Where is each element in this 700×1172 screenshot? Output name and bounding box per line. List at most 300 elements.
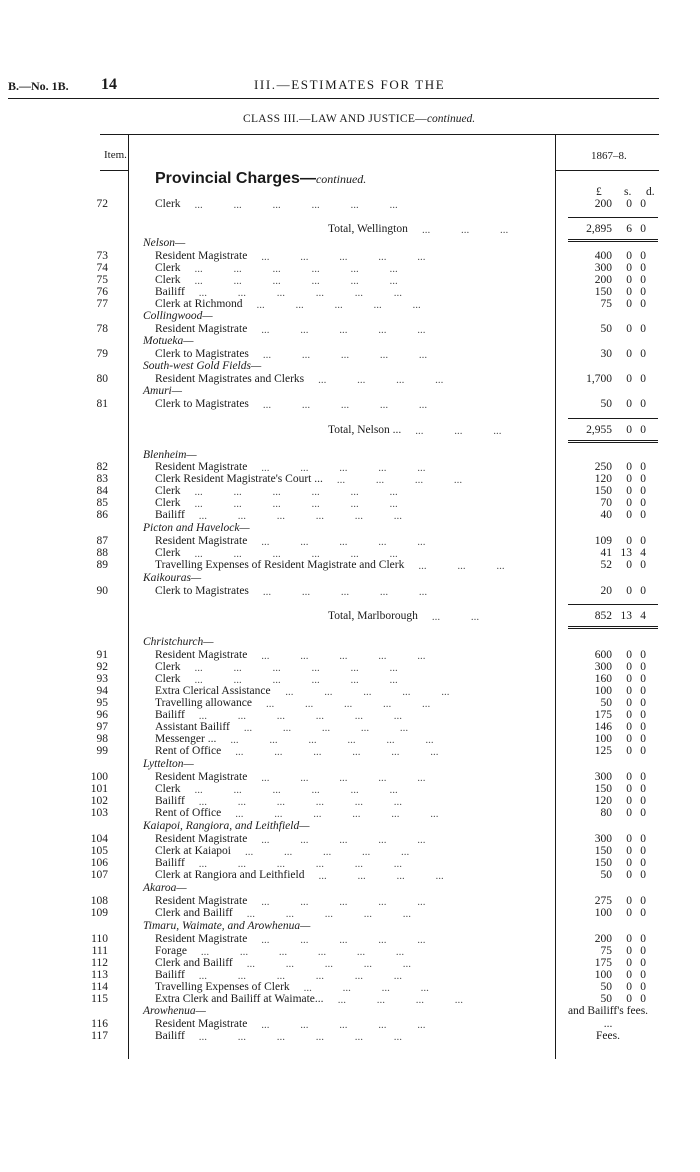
section-title-main: Provincial Charges— (155, 170, 316, 187)
amount-pounds: 52 (600, 559, 612, 571)
amount-pounds: 120 (594, 473, 612, 485)
item-number: 97 (96, 721, 108, 733)
amount-shillings: 0 (626, 497, 632, 509)
item-amount (568, 993, 658, 1005)
dot-leader: ... ... ... ... ... ... (194, 199, 398, 211)
item-column-header: Item. (104, 149, 127, 161)
item-amount (568, 697, 658, 709)
item-amount (568, 685, 658, 697)
dot-leader: ... ... ... ... ... (262, 399, 428, 411)
item-number: 116 (91, 1018, 108, 1030)
amount-shillings: 0 (626, 869, 632, 881)
dot-leader: ... ... ... ... ... (265, 698, 431, 710)
amount-shillings: 0 (626, 323, 632, 335)
amount-pounds: 50 (600, 323, 612, 335)
amount-shillings: 0 (626, 509, 632, 521)
dot-leader: ... ... ... ... ... ... (194, 548, 398, 560)
total-rule-bottom (568, 241, 658, 242)
amount-shillings: 0 (626, 745, 632, 757)
item-description: Clerk Resident Magistrate's Court ... (155, 473, 323, 485)
dot-leader: ... ... ... ... ... (261, 934, 426, 946)
item-number: 93 (96, 673, 108, 685)
amount-shillings: 0 (626, 661, 632, 673)
item-description: Travelling allowance (155, 697, 252, 709)
dot-leader: ... ... ... ... ... ... (198, 970, 403, 982)
class-subtitle-main: CLASS III.—LAW AND JUSTICE— (243, 113, 427, 125)
amount-pence: 0 (640, 649, 646, 661)
amount-pence: 0 (640, 535, 646, 547)
amount-shillings: 0 (626, 274, 632, 286)
item-number: 76 (96, 286, 108, 298)
item-description: Clerk at Richmond (155, 298, 243, 310)
item-description: Clerk to Magistrates (155, 398, 249, 410)
item-amount (568, 733, 658, 745)
amount-pence: 0 (640, 845, 646, 857)
amount-shillings: 0 (626, 461, 632, 473)
dot-leader: ... ... ... (415, 425, 502, 437)
amount-shillings: 0 (626, 485, 632, 497)
item-amount (568, 250, 658, 262)
item-amount (568, 198, 658, 210)
amount-pence: 0 (640, 323, 646, 335)
item-number: 99 (96, 745, 108, 757)
class-subtitle-cont: continued. (426, 113, 476, 125)
item-amount (568, 485, 658, 497)
item-number: 100 (90, 771, 108, 783)
dot-leader: ... ... ... ... ... ... (230, 734, 434, 746)
amount-pounds: 50 (600, 981, 612, 993)
place-heading: Kaikouras— (143, 572, 202, 584)
amount-pounds: 109 (594, 535, 612, 547)
place-heading: Blenheim— (143, 449, 197, 461)
amount-pence: 0 (640, 869, 646, 881)
item-number: 91 (96, 649, 108, 661)
amount-shillings: 0 (626, 373, 632, 385)
dot-leader: ... ... ... ... ... ... (198, 287, 403, 299)
dot-leader: ... ... ... ... (337, 994, 463, 1006)
item-amount (568, 907, 658, 919)
amount-shillings: 0 (626, 286, 632, 298)
item-number: 103 (90, 807, 108, 819)
amount-pence: 0 (640, 697, 646, 709)
amount-pounds: 75 (600, 298, 612, 310)
amount-shillings: 0 (626, 424, 632, 436)
dot-leader: ... ... ... ... ... (246, 958, 411, 970)
place-heading: Akaroa— (143, 882, 187, 894)
item-number: 98 (96, 733, 108, 745)
dot-leader: ... ... ... ... ... (262, 349, 428, 361)
amount-pence: 0 (640, 673, 646, 685)
dot-leader: ... ... ... ... (303, 982, 429, 994)
item-description: Clerk (155, 262, 181, 274)
item-amount (568, 981, 658, 993)
dot-leader: ... ... ... ... ... ... (198, 510, 403, 522)
dot-leader: ... ... ... ... ... ... (194, 498, 398, 510)
item-number: 104 (90, 833, 108, 845)
item-description: Bailiff (155, 795, 185, 807)
amount-shillings: 0 (626, 198, 632, 210)
amount-shillings: 0 (626, 262, 632, 274)
amount-pounds: 600 (594, 649, 612, 661)
item-amount (568, 286, 658, 298)
item-description: Forage (155, 945, 187, 957)
amount-pence: 0 (640, 933, 646, 945)
total-label: Total, Nelson ... (328, 424, 402, 436)
item-number: 87 (96, 535, 108, 547)
amount-note: Fees. (596, 1030, 620, 1042)
dot-leader: ... ... ... ... (318, 870, 444, 882)
item-description: Resident Magistrate (155, 1018, 248, 1030)
amount-pence: 0 (640, 709, 646, 721)
dot-leader: ... ... (431, 611, 480, 623)
amount-shillings: 0 (626, 795, 632, 807)
item-number: 111 (91, 945, 108, 957)
item-description: Clerk (155, 198, 181, 210)
total-rule-top (568, 217, 658, 218)
amount-shillings: 0 (626, 857, 632, 869)
amount-shillings: 0 (626, 649, 632, 661)
amount-shillings: 0 (626, 957, 632, 969)
item-amount (568, 559, 658, 571)
item-amount (568, 661, 658, 673)
item-number: 108 (90, 895, 108, 907)
amount-shillings: 0 (626, 721, 632, 733)
amount-pounds: 50 (600, 697, 612, 709)
item-amount (568, 807, 658, 819)
dot-leader: ... ... ... ... ... ... (235, 808, 439, 820)
item-description: Travelling Expenses of Resident Magistrate and Clerk (155, 559, 405, 571)
item-description: Clerk (155, 497, 181, 509)
item-number: 101 (90, 783, 108, 795)
total-rule-bottom (568, 626, 658, 627)
item-amount (568, 857, 658, 869)
item-description: Resident Magistrate (155, 895, 248, 907)
item-description: Travelling Expenses of Clerk (155, 981, 290, 993)
item-amount (568, 795, 658, 807)
item-amount (568, 323, 658, 335)
amount-pounds: 50 (600, 398, 612, 410)
item-amount (568, 833, 658, 845)
amount-pounds: 100 (594, 907, 612, 919)
item-amount (568, 461, 658, 473)
total-label: Total, Marlborough (328, 610, 418, 622)
dot-leader: ... ... ... ... ... (285, 686, 450, 698)
amount-pence: 0 (640, 907, 646, 919)
item-amount (568, 957, 658, 969)
item-number: 115 (91, 993, 108, 1005)
amount-shillings: 0 (626, 697, 632, 709)
amount-pounds: 70 (600, 497, 612, 509)
amount-pounds: 75 (600, 945, 612, 957)
dot-leader: ... ... ... ... (318, 374, 444, 386)
amount-pence: 0 (640, 348, 646, 360)
total-rule-bottom (568, 440, 658, 441)
item-description: Clerk to Magistrates (155, 348, 249, 360)
item-amount (568, 783, 658, 795)
unit-pence: d. (646, 186, 655, 198)
amount-shillings: 0 (626, 535, 632, 547)
item-number: 72 (96, 198, 108, 210)
item-number: 113 (91, 969, 108, 981)
dot-leader: ... ... ... ... ... (261, 650, 426, 662)
amount-pence: 0 (640, 945, 646, 957)
year-column-header: 1867–8. (591, 150, 627, 162)
amount-shillings: 0 (626, 783, 632, 795)
item-number: 75 (96, 274, 108, 286)
dot-leader: ... ... ... ... ... (261, 834, 426, 846)
place-heading: Christchurch— (143, 636, 214, 648)
dot-leader: ... ... ... ... ... ... (198, 710, 403, 722)
item-description: Resident Magistrate (155, 649, 248, 661)
item-amount (568, 535, 658, 547)
dot-leader: ... ... ... (418, 560, 505, 572)
dot-leader: ... ... ... ... ... ... (194, 784, 398, 796)
amount-pounds: 100 (594, 969, 612, 981)
item-description: Resident Magistrate (155, 535, 248, 547)
item-description: Resident Magistrate (155, 323, 248, 335)
amount-pence: 0 (640, 250, 646, 262)
item-amount (568, 845, 658, 857)
amount-shillings: 0 (626, 969, 632, 981)
amount-pence: 0 (640, 262, 646, 274)
amount-pounds: 300 (594, 262, 612, 274)
item-number: 105 (90, 845, 108, 857)
place-heading: Kaiapoi, Rangiora, and Leithfield— (143, 820, 310, 832)
amount-pence: 0 (640, 509, 646, 521)
item-description: Messenger ... (155, 733, 217, 745)
dot-leader: ... ... ... ... ... ... (194, 275, 398, 287)
dot-leader: ... ... ... ... ... ... (198, 858, 403, 870)
dot-leader: ... ... ... ... ... ... (194, 674, 398, 686)
item-number: 85 (96, 497, 108, 509)
item-description: Bailiff (155, 969, 185, 981)
place-heading: Arowhenua— (143, 1005, 206, 1017)
amount-pounds: 100 (594, 733, 612, 745)
amount-shillings: 0 (626, 933, 632, 945)
amount-note: and Bailiff's fees. (567, 1005, 649, 1017)
dot-leader: ... ... ... ... ... ... (200, 946, 405, 958)
dot-leader: ... ... ... ... ... ... (194, 263, 398, 275)
item-amount (568, 398, 658, 410)
amount-shillings: 0 (626, 685, 632, 697)
amount-pounds: 150 (594, 286, 612, 298)
total-rule-top (568, 604, 658, 605)
dot-leader: ... ... ... ... ... ... (198, 1031, 403, 1043)
amount-pounds: 275 (594, 895, 612, 907)
item-description: Bailiff (155, 709, 185, 721)
item-amount (568, 274, 658, 286)
item-amount (568, 869, 658, 881)
amount-pounds: 852 (594, 610, 612, 622)
item-amount (568, 509, 658, 521)
item-number: 95 (96, 697, 108, 709)
item-number: 84 (96, 485, 108, 497)
amount-pence: 0 (640, 497, 646, 509)
amount-pence: 0 (640, 993, 646, 1005)
item-number: 117 (91, 1030, 108, 1042)
amount-pence: 0 (640, 661, 646, 673)
item-description: Clerk at Kaiapoi (155, 845, 232, 857)
amount-pounds: 50 (600, 869, 612, 881)
amount-pounds: 125 (594, 745, 612, 757)
item-amount (568, 585, 658, 597)
amount-pence: 0 (640, 198, 646, 210)
amount-shillings: 0 (626, 559, 632, 571)
amount-shillings: 0 (626, 807, 632, 819)
amount-pence: 0 (640, 559, 646, 571)
amount-pounds: 150 (594, 857, 612, 869)
unit-shillings: s. (624, 186, 632, 198)
dot-leader: ... ... ... ... ... (246, 908, 411, 920)
amount-shillings: 0 (626, 673, 632, 685)
amount-pounds: 2,955 (586, 424, 612, 436)
item-amount (568, 348, 658, 360)
item-number: 106 (90, 857, 108, 869)
amount-shillings: 0 (626, 733, 632, 745)
total-label: Total, Wellington (328, 223, 408, 235)
item-description: Clerk at Rangiora and Leithfield (155, 869, 305, 881)
amount-pence: 0 (640, 424, 646, 436)
place-heading: Motueka— (143, 335, 194, 347)
amount-pence: 0 (640, 274, 646, 286)
amount-shillings: 0 (626, 298, 632, 310)
item-number: 102 (90, 795, 108, 807)
item-amount (568, 373, 658, 385)
item-description: Clerk (155, 485, 181, 497)
amount-pence: 0 (640, 485, 646, 497)
item-description: Rent of Office (155, 807, 222, 819)
amount-pounds: 146 (594, 721, 612, 733)
item-description: Clerk and Bailiff (155, 957, 233, 969)
item-amount (568, 945, 658, 957)
dot-leader: ... ... ... ... ... ... (198, 796, 403, 808)
place-heading: Amuri— (143, 385, 182, 397)
amount-shillings: 0 (626, 771, 632, 783)
amount-pounds: 300 (594, 661, 612, 673)
amount-pounds: 300 (594, 833, 612, 845)
item-amount (568, 771, 658, 783)
amount-pence: 0 (640, 771, 646, 783)
item-amount (568, 969, 658, 981)
amount-pounds: 50 (600, 993, 612, 1005)
total-rule-bottom (568, 239, 658, 240)
dot-leader: ... ... ... ... ... (243, 722, 409, 734)
item-description: Bailiff (155, 286, 185, 298)
item-number: 86 (96, 509, 108, 521)
total-rule-top (568, 418, 658, 419)
item-amount (568, 547, 658, 559)
item-number: 92 (96, 661, 108, 673)
item-description: Clerk and Bailiff (155, 907, 233, 919)
total-amount (568, 223, 658, 235)
amount-shillings: 6 (626, 223, 632, 235)
item-number: 107 (90, 869, 108, 881)
item-description: Resident Magistrates and Clerks (155, 373, 305, 385)
item-description: Resident Magistrate (155, 833, 248, 845)
amount-pounds: 150 (594, 845, 612, 857)
dot-leader: ... ... ... (422, 224, 509, 236)
amount-pence: 0 (640, 969, 646, 981)
item-number: 90 (96, 585, 108, 597)
item-number: 78 (96, 323, 108, 335)
amount-pounds: 175 (594, 957, 612, 969)
dot-leader: ... ... ... ... ... (261, 536, 426, 548)
page-number: 14 (101, 76, 117, 93)
dot-leader: ... ... ... ... ... (256, 299, 421, 311)
item-number: 88 (96, 547, 108, 559)
amount-shillings: 0 (626, 895, 632, 907)
amount-shillings: 0 (626, 993, 632, 1005)
amount-pounds: 400 (594, 250, 612, 262)
item-number: 96 (96, 709, 108, 721)
total-amount (568, 424, 658, 436)
item-description: Resident Magistrate (155, 461, 248, 473)
amount-pence: 0 (640, 473, 646, 485)
amount-pounds: 30 (600, 348, 612, 360)
item-description: Extra Clerical Assistance (155, 685, 271, 697)
amount-pence: 0 (640, 783, 646, 795)
item-number: 112 (91, 957, 108, 969)
item-number: 80 (96, 373, 108, 385)
amount-pence: 0 (640, 286, 646, 298)
amount-pounds: 2,895 (586, 223, 612, 235)
dot-leader: ... ... ... ... ... (262, 586, 428, 598)
amount-pounds: 20 (600, 585, 612, 597)
amount-pence: 0 (640, 223, 646, 235)
item-description: Assistant Bailiff (155, 721, 230, 733)
item-number: 83 (96, 473, 108, 485)
amount-pence: 0 (640, 373, 646, 385)
amount-pounds: 160 (594, 673, 612, 685)
amount-pence: 0 (640, 733, 646, 745)
item-amount (568, 649, 658, 661)
item-description: Clerk (155, 547, 181, 559)
amount-shillings: 13 (620, 547, 632, 559)
amount-pence: 0 (640, 981, 646, 993)
amount-pounds: 120 (594, 795, 612, 807)
total-rule-bottom (568, 442, 658, 443)
item-number: 114 (91, 981, 108, 993)
item-description: Clerk (155, 783, 181, 795)
amount-shillings: 0 (626, 585, 632, 597)
amount-pounds: 40 (600, 509, 612, 521)
item-description: Resident Magistrate (155, 933, 248, 945)
item-number: 109 (90, 907, 108, 919)
amount-pounds: 100 (594, 685, 612, 697)
amount-pence: 4 (640, 610, 646, 622)
amount-pence: 0 (640, 461, 646, 473)
item-description: Bailiff (155, 857, 185, 869)
page-title: III.—ESTIMATES FOR THE (254, 77, 446, 92)
dot-leader: ... ... ... ... ... (261, 251, 426, 263)
amount-pence: 0 (640, 857, 646, 869)
amount-pounds: 250 (594, 461, 612, 473)
amount-pence: 0 (640, 795, 646, 807)
amount-shillings: 0 (626, 981, 632, 993)
section-title-cont: continued. (315, 172, 367, 186)
place-heading: Timaru, Waimate, and Arowhenua— (143, 920, 311, 932)
amount-shillings: 0 (626, 398, 632, 410)
item-amount (568, 262, 658, 274)
dot-leader: ... ... ... ... ... (261, 324, 426, 336)
amount-pounds: 150 (594, 783, 612, 795)
amount-note: ... (603, 1018, 613, 1030)
amount-pence: 0 (640, 807, 646, 819)
amount-pounds: 200 (594, 274, 612, 286)
amount-pence: 0 (640, 298, 646, 310)
total-rule-bottom (568, 628, 658, 629)
amount-pounds: 300 (594, 771, 612, 783)
